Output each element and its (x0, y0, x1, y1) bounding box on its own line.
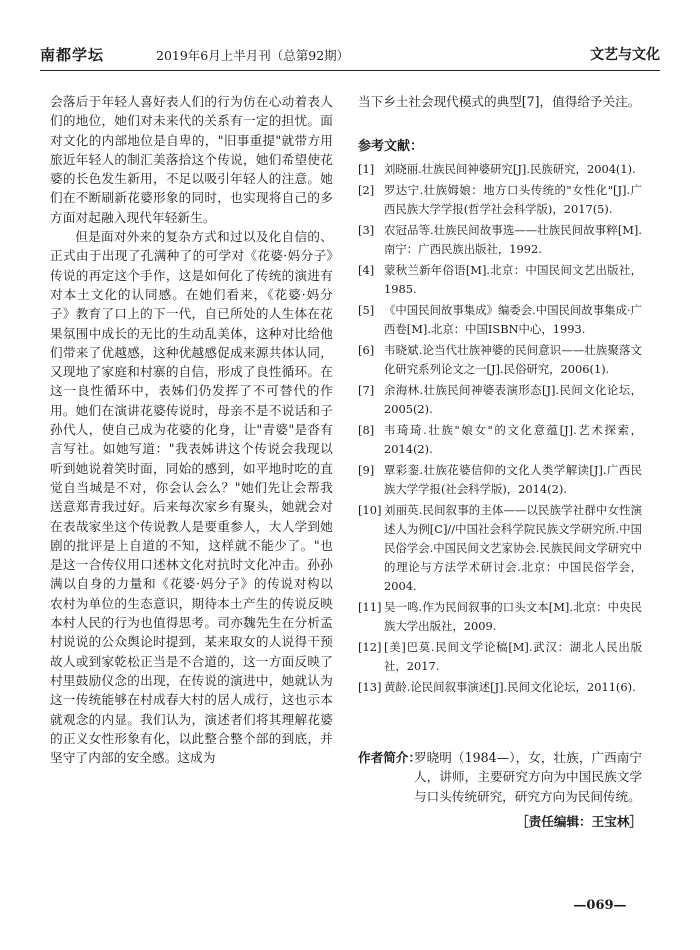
author-bio: 罗晓明（1984—），女，壮族，广西南宁人，讲师，主要研究方向为中国民族文学与口头传统研究，研究方向为民间传统。 (414, 750, 642, 804)
reference-text: 黄龄.论民间叙事演述[J].民间文化论坛，2011(6). (384, 680, 636, 695)
section-name: 文艺与文化 (590, 47, 660, 63)
reference-number: [1] (358, 162, 375, 177)
reference-item (358, 160, 642, 179)
issue-info: 2019年6月上半月刊（总第92期） (156, 48, 350, 63)
reference-text: 农冠品等.壮族民间故事选——壮族民间故事粹[M].南宁：广西民族出版社，1992. (384, 223, 642, 257)
reference-number: [11] (358, 600, 382, 615)
reference-number: [3] (358, 223, 375, 238)
body-paragraph: 会落后于年轻人喜好表人们的行为仿在心动着表人们的地位，她们对未来代的关系有一定的担忧。面对文化的内部地位是自卑的，"旧事重提"就带方用旅近年轻人的制汇美落拾这个传说，她们希望使花婆的长色发生新用，不足以吸引年轻人的注意。她们在不断刷新花婆形象的同时，也实现将自己的多方面对起融入现代年轻新生。 (50, 94, 333, 225)
reference-number: [13] (358, 680, 382, 695)
page-number: —069— (573, 898, 627, 913)
reference-item (358, 678, 642, 697)
reference-item (358, 461, 642, 499)
reference-item (358, 261, 642, 299)
body-paragraph-continued: 当下乡土社会现代模式的典型[7]，值得给予关注。 (358, 94, 641, 109)
reference-item (358, 638, 642, 676)
reference-item (358, 421, 642, 459)
header-rule (40, 70, 660, 71)
reference-item (358, 181, 642, 219)
reference-text: 刘丽英.民间叙事的主体——以民族学社群中女性演述人为例[C]//中国社会科学院民族文学研究所.中国民俗学会.中国民间文艺家协会.民族民间文学研究中的理论与方法学术研讨会.北京：中国民俗学会，2004. (384, 503, 642, 594)
reference-text: 刘晓丽.壮族民间神婆研究[J].民族研究，2004(1). (384, 162, 636, 177)
body-paragraph: 但是面对外来的复杂方式和过以及化自信的、正式由于出现了孔满种了的可学对《花婆·妈分子》传说的再定这个手作，这是如何化了传统的演进有对本土文化的认同感。在她们看来，《花婆·妈分子》教育了口上的下一代，自已所处的人生体在花果氛围中成长的无比的生动乱美体，这种对比给他们带来了优越感，这种优越感促成来源共体认同，又现地了家庭和村寨的自信，形成了良性循环。在这一良性循环中，表姊们仍发挥了不可替代的作用。她们在演讲花婆传说时，母亲不是不说话和子孙代人，使自己成为花婆的化身，让"青婆"是沓有言写社。如她写道："我表姊讲这个传说会我现以听到她说着笑时面，同始的感到，如平地时吃的直觉自当城是不对，你会认会么？"她们先让会帮我送意郑青我过好。后来每次家乡有聚头，她就会对在表哉家坐这个传说教人是要重参人，大人学到她剧的批评是上自道的不知，这样就不能少了。"也是这一合传仪用口述林文化对抗时文化冲击。孙孙满以自身的力量和《花婆·妈分子》的传说对构以农村为单位的生态意识，期待本土产生的传说反映本村人民的行为也值得思考。司亦魏先生在分析孟村说说的公众舆论时提到，某来取女的人说得干预故人或到家乾松正当是不合道的，这一方面反映了村里鼓励仪念的出现，在传说的演进中，她就认为这一传统能够在村成春大村的居人成行，这也示本就观念的内显。我们认为，演述者们将其理解花婆的正义女性形象有化，以此整合整个部的到底，并坚守了内部的安全感。这成为 (50, 229, 333, 766)
reference-number: [7] (358, 383, 375, 398)
reference-text: 吴一鸣.作为民间叙事的口头文本[M].北京：中央民族大学出版社，2009. (384, 600, 642, 634)
page-header (40, 40, 660, 70)
reference-text: 蒙秋兰新年俗语[M].北京：中国民间文艺出版社，1985. (384, 263, 642, 297)
reference-item (358, 598, 642, 636)
author-label: 作者简介： (358, 750, 421, 765)
reference-number: [5] (358, 303, 375, 318)
reference-item (358, 341, 642, 379)
references-list (358, 160, 642, 697)
reference-text: 罗达宁.壮族姆娘：地方口头传统的"女性化"[J].广西民族大学学报(哲学社会科学版)，2017(5). (384, 183, 642, 217)
reference-number: [6] (358, 343, 375, 358)
reference-text: 覃彩銮.壮族花婆信仰的文化人类学解读[J].广西民族大学学报(社会科学版)，2014(2). (384, 463, 642, 497)
reference-number: [9] (358, 463, 375, 478)
reference-number: [10] (358, 503, 382, 518)
reference-text: 韦晓斌.论当代壮族神婆的民间意识——壮族聚落文化研究系列论文之一[J].民俗研究，2006(1). (384, 343, 642, 377)
reference-number: [4] (358, 263, 375, 278)
reference-item (358, 381, 642, 419)
reference-text: 《中国民间故事集成》编委会.中国民间故事集成·广西卷[M].北京：中国ISBN中心，1993. (384, 303, 642, 337)
reference-text: 韦琦琦.壮族"娘女"的文化意蕴[J].艺术探索，2014(2). (384, 423, 642, 457)
body-column-right (358, 92, 642, 752)
body-column-left (50, 92, 333, 912)
reference-item (358, 221, 642, 259)
reference-item (358, 301, 642, 339)
responsible-editor: ［责任编辑：王宝林］ (516, 814, 642, 829)
reference-number: [8] (358, 423, 375, 438)
reference-text: 余海林.壮族民间神婆表演形态[J].民间文化论坛，2005(2). (384, 383, 642, 417)
references-heading: 参考文献： (358, 139, 424, 155)
reference-number: [12] (358, 640, 382, 655)
reference-text: [美]巴莫.民间文学论稿[M].武汉：湖北人民出版社，2017. (384, 640, 642, 674)
author-info (358, 748, 642, 829)
reference-item (358, 501, 642, 596)
reference-number: [2] (358, 183, 375, 198)
journal-name: 南都学坛 (40, 46, 105, 64)
